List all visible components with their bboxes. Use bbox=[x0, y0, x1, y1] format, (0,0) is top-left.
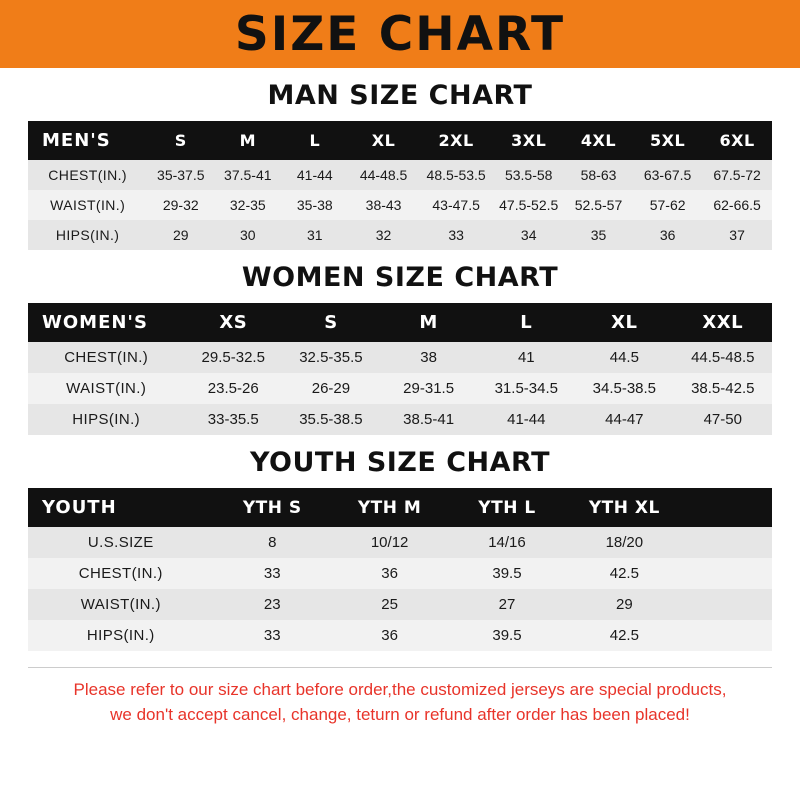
column-header: M bbox=[419, 312, 438, 333]
table-cell: 27 bbox=[448, 589, 565, 620]
section-youth bbox=[28, 447, 772, 651]
column-header: WOMEN'S bbox=[42, 312, 148, 333]
table-header-row bbox=[28, 488, 772, 527]
table-cell: 34 bbox=[493, 220, 564, 250]
table-row bbox=[28, 160, 772, 190]
table-cell: 10/12 bbox=[331, 527, 448, 558]
column-header: L bbox=[520, 312, 533, 333]
women-table-body bbox=[28, 342, 772, 435]
column-header: XS bbox=[219, 312, 248, 333]
table-cell: 23 bbox=[214, 589, 331, 620]
table-cell: 35.5-38.5 bbox=[282, 404, 380, 435]
women-table-header bbox=[28, 303, 772, 342]
man-table-header bbox=[28, 121, 772, 160]
column-header: S bbox=[324, 312, 338, 333]
column-header: 4XL bbox=[580, 131, 617, 150]
section-title-women: WOMEN SIZE CHART bbox=[241, 262, 559, 293]
table-cell: 41-44 bbox=[281, 160, 348, 190]
table-cell: 67.5-72 bbox=[702, 160, 772, 190]
table-cell: 29 bbox=[566, 589, 683, 620]
table-row bbox=[28, 620, 772, 651]
man-table-body bbox=[28, 160, 772, 250]
man-size-table bbox=[28, 121, 772, 250]
table-header-row bbox=[28, 303, 772, 342]
table-cell: 35-38 bbox=[281, 190, 348, 220]
section-women bbox=[28, 262, 772, 435]
column-header: YTH M bbox=[357, 497, 422, 518]
table-cell-spacer bbox=[683, 620, 772, 651]
table-cell: 63-67.5 bbox=[633, 160, 702, 190]
table-cell: 8 bbox=[214, 527, 331, 558]
table-cell: 57-62 bbox=[633, 190, 702, 220]
table-row bbox=[28, 220, 772, 250]
table-row bbox=[28, 342, 772, 373]
table-cell: 29-31.5 bbox=[380, 373, 478, 404]
table-cell: 39.5 bbox=[448, 558, 565, 589]
table-cell: 33-35.5 bbox=[184, 404, 282, 435]
table-cell: 48.5-53.5 bbox=[419, 160, 494, 190]
table-cell-spacer bbox=[683, 527, 772, 558]
row-header: HIPS(IN.) bbox=[28, 220, 147, 250]
table-cell: 32 bbox=[348, 220, 419, 250]
table-cell: 29.5-32.5 bbox=[184, 342, 282, 373]
table-cell: 35-37.5 bbox=[147, 160, 214, 190]
table-cell: 38-43 bbox=[348, 190, 419, 220]
table-cell: 38 bbox=[380, 342, 478, 373]
table-header-row bbox=[28, 121, 772, 160]
table-cell-spacer bbox=[683, 589, 772, 620]
table-cell: 52.5-57 bbox=[564, 190, 633, 220]
column-header-spacer bbox=[683, 488, 772, 527]
table-cell: 38.5-41 bbox=[380, 404, 478, 435]
women-size-table bbox=[28, 303, 772, 435]
column-header: XL bbox=[611, 312, 638, 333]
column-header: XL bbox=[371, 131, 396, 150]
table-cell: 62-66.5 bbox=[702, 190, 772, 220]
table-cell: 41 bbox=[477, 342, 575, 373]
table-cell: 32-35 bbox=[214, 190, 281, 220]
table-cell: 47-50 bbox=[674, 404, 772, 435]
table-cell: 42.5 bbox=[566, 620, 683, 651]
table-cell: 47.5-52.5 bbox=[493, 190, 564, 220]
table-cell: 18/20 bbox=[566, 527, 683, 558]
row-header: CHEST(IN.) bbox=[28, 558, 214, 589]
table-cell: 31 bbox=[281, 220, 348, 250]
table-cell: 31.5-34.5 bbox=[477, 373, 575, 404]
table-cell: 33 bbox=[214, 620, 331, 651]
table-cell: 53.5-58 bbox=[493, 160, 564, 190]
youth-size-table bbox=[28, 488, 772, 651]
column-header: 2XL bbox=[438, 131, 474, 150]
table-cell: 29-32 bbox=[147, 190, 214, 220]
column-header: M bbox=[239, 131, 256, 150]
section-title-man: MAN SIZE CHART bbox=[267, 80, 533, 111]
table-row bbox=[28, 373, 772, 404]
row-header: WAIST(IN.) bbox=[28, 373, 184, 404]
table-row bbox=[28, 589, 772, 620]
table-row bbox=[28, 558, 772, 589]
page-title: SIZE CHART bbox=[234, 6, 566, 62]
column-header: YTH L bbox=[478, 497, 536, 518]
row-header: WAIST(IN.) bbox=[28, 589, 214, 620]
column-header: 3XL bbox=[511, 131, 547, 150]
row-header: HIPS(IN.) bbox=[28, 404, 184, 435]
table-cell: 32.5-35.5 bbox=[282, 342, 380, 373]
footer-line-1: Please refer to our size chart before order,the customized jerseys are special products, bbox=[73, 680, 727, 699]
section-title-youth: YOUTH SIZE CHART bbox=[249, 447, 551, 478]
table-row bbox=[28, 404, 772, 435]
table-cell: 35 bbox=[564, 220, 633, 250]
table-cell: 33 bbox=[214, 558, 331, 589]
row-header: CHEST(IN.) bbox=[28, 160, 147, 190]
table-row bbox=[28, 527, 772, 558]
footer-notice bbox=[28, 667, 772, 727]
table-cell: 37.5-41 bbox=[214, 160, 281, 190]
row-header: U.S.SIZE bbox=[28, 527, 214, 558]
banner bbox=[0, 0, 800, 68]
section-man bbox=[28, 80, 772, 250]
table-cell: 26-29 bbox=[282, 373, 380, 404]
table-cell: 37 bbox=[702, 220, 772, 250]
column-header: YTH XL bbox=[588, 497, 660, 518]
table-cell: 14/16 bbox=[448, 527, 565, 558]
table-cell: 41-44 bbox=[477, 404, 575, 435]
table-cell: 43-47.5 bbox=[419, 190, 494, 220]
table-cell: 29 bbox=[147, 220, 214, 250]
content bbox=[0, 80, 800, 727]
table-cell: 30 bbox=[214, 220, 281, 250]
table-cell: 36 bbox=[633, 220, 702, 250]
table-cell: 33 bbox=[419, 220, 494, 250]
column-header: MEN'S bbox=[42, 130, 111, 151]
table-cell: 42.5 bbox=[566, 558, 683, 589]
table-cell: 36 bbox=[331, 558, 448, 589]
column-header: L bbox=[309, 131, 321, 150]
column-header: 6XL bbox=[719, 131, 755, 150]
column-header: S bbox=[174, 131, 187, 150]
table-cell: 44.5 bbox=[575, 342, 673, 373]
table-cell: 25 bbox=[331, 589, 448, 620]
table-cell: 38.5-42.5 bbox=[674, 373, 772, 404]
table-cell: 44.5-48.5 bbox=[674, 342, 772, 373]
table-cell: 23.5-26 bbox=[184, 373, 282, 404]
row-header: HIPS(IN.) bbox=[28, 620, 214, 651]
column-header: XXL bbox=[702, 312, 744, 333]
youth-table-body bbox=[28, 527, 772, 651]
table-cell: 58-63 bbox=[564, 160, 633, 190]
table-cell: 34.5-38.5 bbox=[575, 373, 673, 404]
table-cell-spacer bbox=[683, 558, 772, 589]
table-cell: 44-48.5 bbox=[348, 160, 419, 190]
row-header: WAIST(IN.) bbox=[28, 190, 147, 220]
row-header: CHEST(IN.) bbox=[28, 342, 184, 373]
table-cell: 36 bbox=[331, 620, 448, 651]
footer-line-2: we don't accept cancel, change, teturn or refund after order has been placed! bbox=[110, 704, 690, 724]
table-cell: 39.5 bbox=[448, 620, 565, 651]
table-row bbox=[28, 190, 772, 220]
table-cell: 44-47 bbox=[575, 404, 673, 435]
column-header: YOUTH bbox=[42, 497, 117, 518]
youth-table-header bbox=[28, 488, 772, 527]
column-header: YTH S bbox=[242, 497, 302, 518]
column-header: 5XL bbox=[650, 131, 686, 150]
